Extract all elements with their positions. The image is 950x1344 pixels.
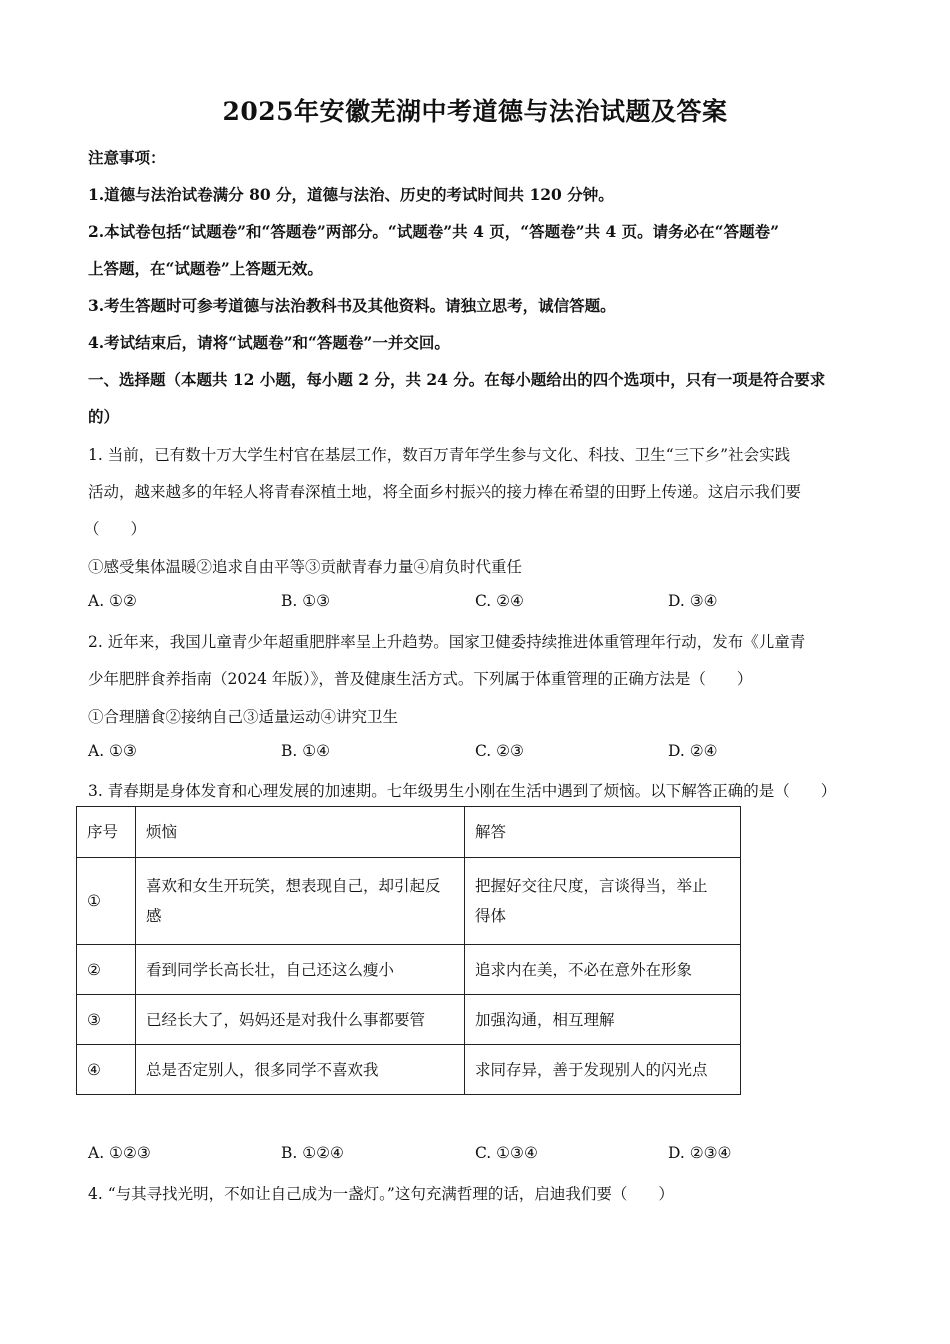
q3-table bbox=[76, 806, 741, 1095]
table-row bbox=[77, 945, 741, 995]
q1-answer-bracket: （ ） bbox=[84, 520, 147, 538]
q2-choices: ①合理膳食②接纳自己③适量运动④讲究卫生 bbox=[88, 708, 399, 726]
q3-stem: 3. 青春期是身体发育和心理发展的加速期。七年级男生小刚在生活中遇到了烦恼。以下解答正确的是（ ） bbox=[88, 782, 837, 800]
q3-row-worry: 总是否定别人，很多同学不喜欢我 bbox=[136, 1045, 465, 1095]
q3-option-a[interactable]: A. ①②③ bbox=[88, 1144, 151, 1162]
notice-item-2: 2.本试卷包括“试题卷”和“答题卷”两部分。“试题卷”共 4 页，“答题卷”共 4 页。请务必在“答题卷” bbox=[88, 222, 779, 241]
section1-heading-cont: 的） bbox=[88, 407, 120, 426]
q3-options bbox=[88, 1144, 868, 1166]
q1-stem-line-1: 1. 当前，已有数十万大学生村官在基层工作，数百万青年学生参与文化、科技、卫生“三下乡”社会实践 bbox=[88, 446, 791, 464]
page-title: 2025年安徽芜湖中考道德与法治试题及答案 bbox=[222, 97, 728, 126]
q2-option-d[interactable]: D. ②④ bbox=[668, 742, 718, 760]
q3-row-worry-line-1: 喜欢和女生开玩笑，想表现自己，却引起反 bbox=[146, 877, 441, 895]
q4-stem: 4. “与其寻找光明，不如让自己成为一盏灯。”这句充满哲理的话，启迪我们要（ ） bbox=[88, 1185, 674, 1203]
table-row bbox=[77, 858, 741, 945]
q3-row-answer bbox=[465, 858, 741, 945]
section1-heading: 一、选择题（本题共 12 小题，每小题 2 分，共 24 分。在每小题给出的四个选项中，只有一项是符合要求 bbox=[88, 370, 826, 389]
q1-options bbox=[88, 592, 868, 614]
q3-row-number: ② bbox=[77, 945, 136, 995]
q1-stem-line-2: 活动，越来越多的年轻人将青春深植土地，将全面乡村振兴的接力棒在希望的田野上传递。这启示我们要 bbox=[88, 483, 802, 501]
q3-header-answer: 解答 bbox=[465, 807, 741, 858]
q3-row-number: ③ bbox=[77, 995, 136, 1045]
q3-row-worry bbox=[136, 858, 465, 945]
q3-row-answer: 求同存异，善于发现别人的闪光点 bbox=[465, 1045, 741, 1095]
q2-option-b[interactable]: B. ①④ bbox=[281, 742, 331, 760]
q1-option-d[interactable]: D. ③④ bbox=[668, 592, 718, 610]
q3-row-answer-line-2: 得体 bbox=[475, 907, 507, 925]
q3-option-c[interactable]: C. ①③④ bbox=[475, 1144, 538, 1162]
q3-row-answer: 加强沟通，相互理解 bbox=[465, 995, 741, 1045]
q3-option-b[interactable]: B. ①②④ bbox=[281, 1144, 344, 1162]
notice-heading: 注意事项： bbox=[88, 148, 166, 167]
notice-item-3: 3.考生答题时可参考道德与法治教科书及其他资料。请独立思考，诚信答题。 bbox=[88, 296, 616, 315]
q2-option-c[interactable]: C. ②③ bbox=[475, 742, 524, 760]
q3-row-number: ④ bbox=[77, 1045, 136, 1095]
notice-item-1: 1.道德与法治试卷满分 80 分，道德与法治、历史的考试时间共 120 分钟。 bbox=[88, 185, 614, 204]
q2-stem-line-1: 2. 近年来，我国儿童青少年超重肥胖率呈上升趋势。国家卫健委持续推进体重管理年行动，发布《儿童青 bbox=[88, 633, 806, 651]
q3-header-worry: 烦恼 bbox=[136, 807, 465, 858]
q3-row-answer: 追求内在美，不必在意外在形象 bbox=[465, 945, 741, 995]
q2-options bbox=[88, 742, 868, 764]
q3-row-worry: 看到同学长高长壮，自己还这么瘦小 bbox=[136, 945, 465, 995]
q3-row-worry: 已经长大了，妈妈还是对我什么事都要管 bbox=[136, 995, 465, 1045]
q2-stem-line-2: 少年肥胖食养指南（2024 年版）》，普及健康生活方式。下列属于体重管理的正确方法是（ ） bbox=[88, 670, 753, 688]
q1-option-c[interactable]: C. ②④ bbox=[475, 592, 524, 610]
q1-option-a[interactable]: A. ①② bbox=[88, 592, 137, 610]
q3-option-d[interactable]: D. ②③④ bbox=[668, 1144, 732, 1162]
q3-header-number: 序号 bbox=[77, 807, 136, 858]
notice-item-4: 4.考试结束后，请将“试题卷”和“答题卷”一并交回。 bbox=[88, 333, 450, 352]
table-row bbox=[77, 1045, 741, 1095]
notice-item-2-cont: 上答题，在“试题卷”上答题无效。 bbox=[88, 259, 323, 278]
q2-option-a[interactable]: A. ①③ bbox=[88, 742, 137, 760]
q3-row-answer-line-1: 把握好交往尺度，言谈得当，举止 bbox=[475, 877, 708, 895]
q3-row-worry-line-2: 感 bbox=[146, 907, 162, 925]
q3-row-number: ① bbox=[77, 858, 136, 945]
q1-choices: ①感受集体温暖②追求自由平等③贡献青春力量④肩负时代重任 bbox=[88, 558, 523, 576]
q3-table-header-row bbox=[77, 807, 741, 858]
q1-option-b[interactable]: B. ①③ bbox=[281, 592, 331, 610]
table-row bbox=[77, 995, 741, 1045]
